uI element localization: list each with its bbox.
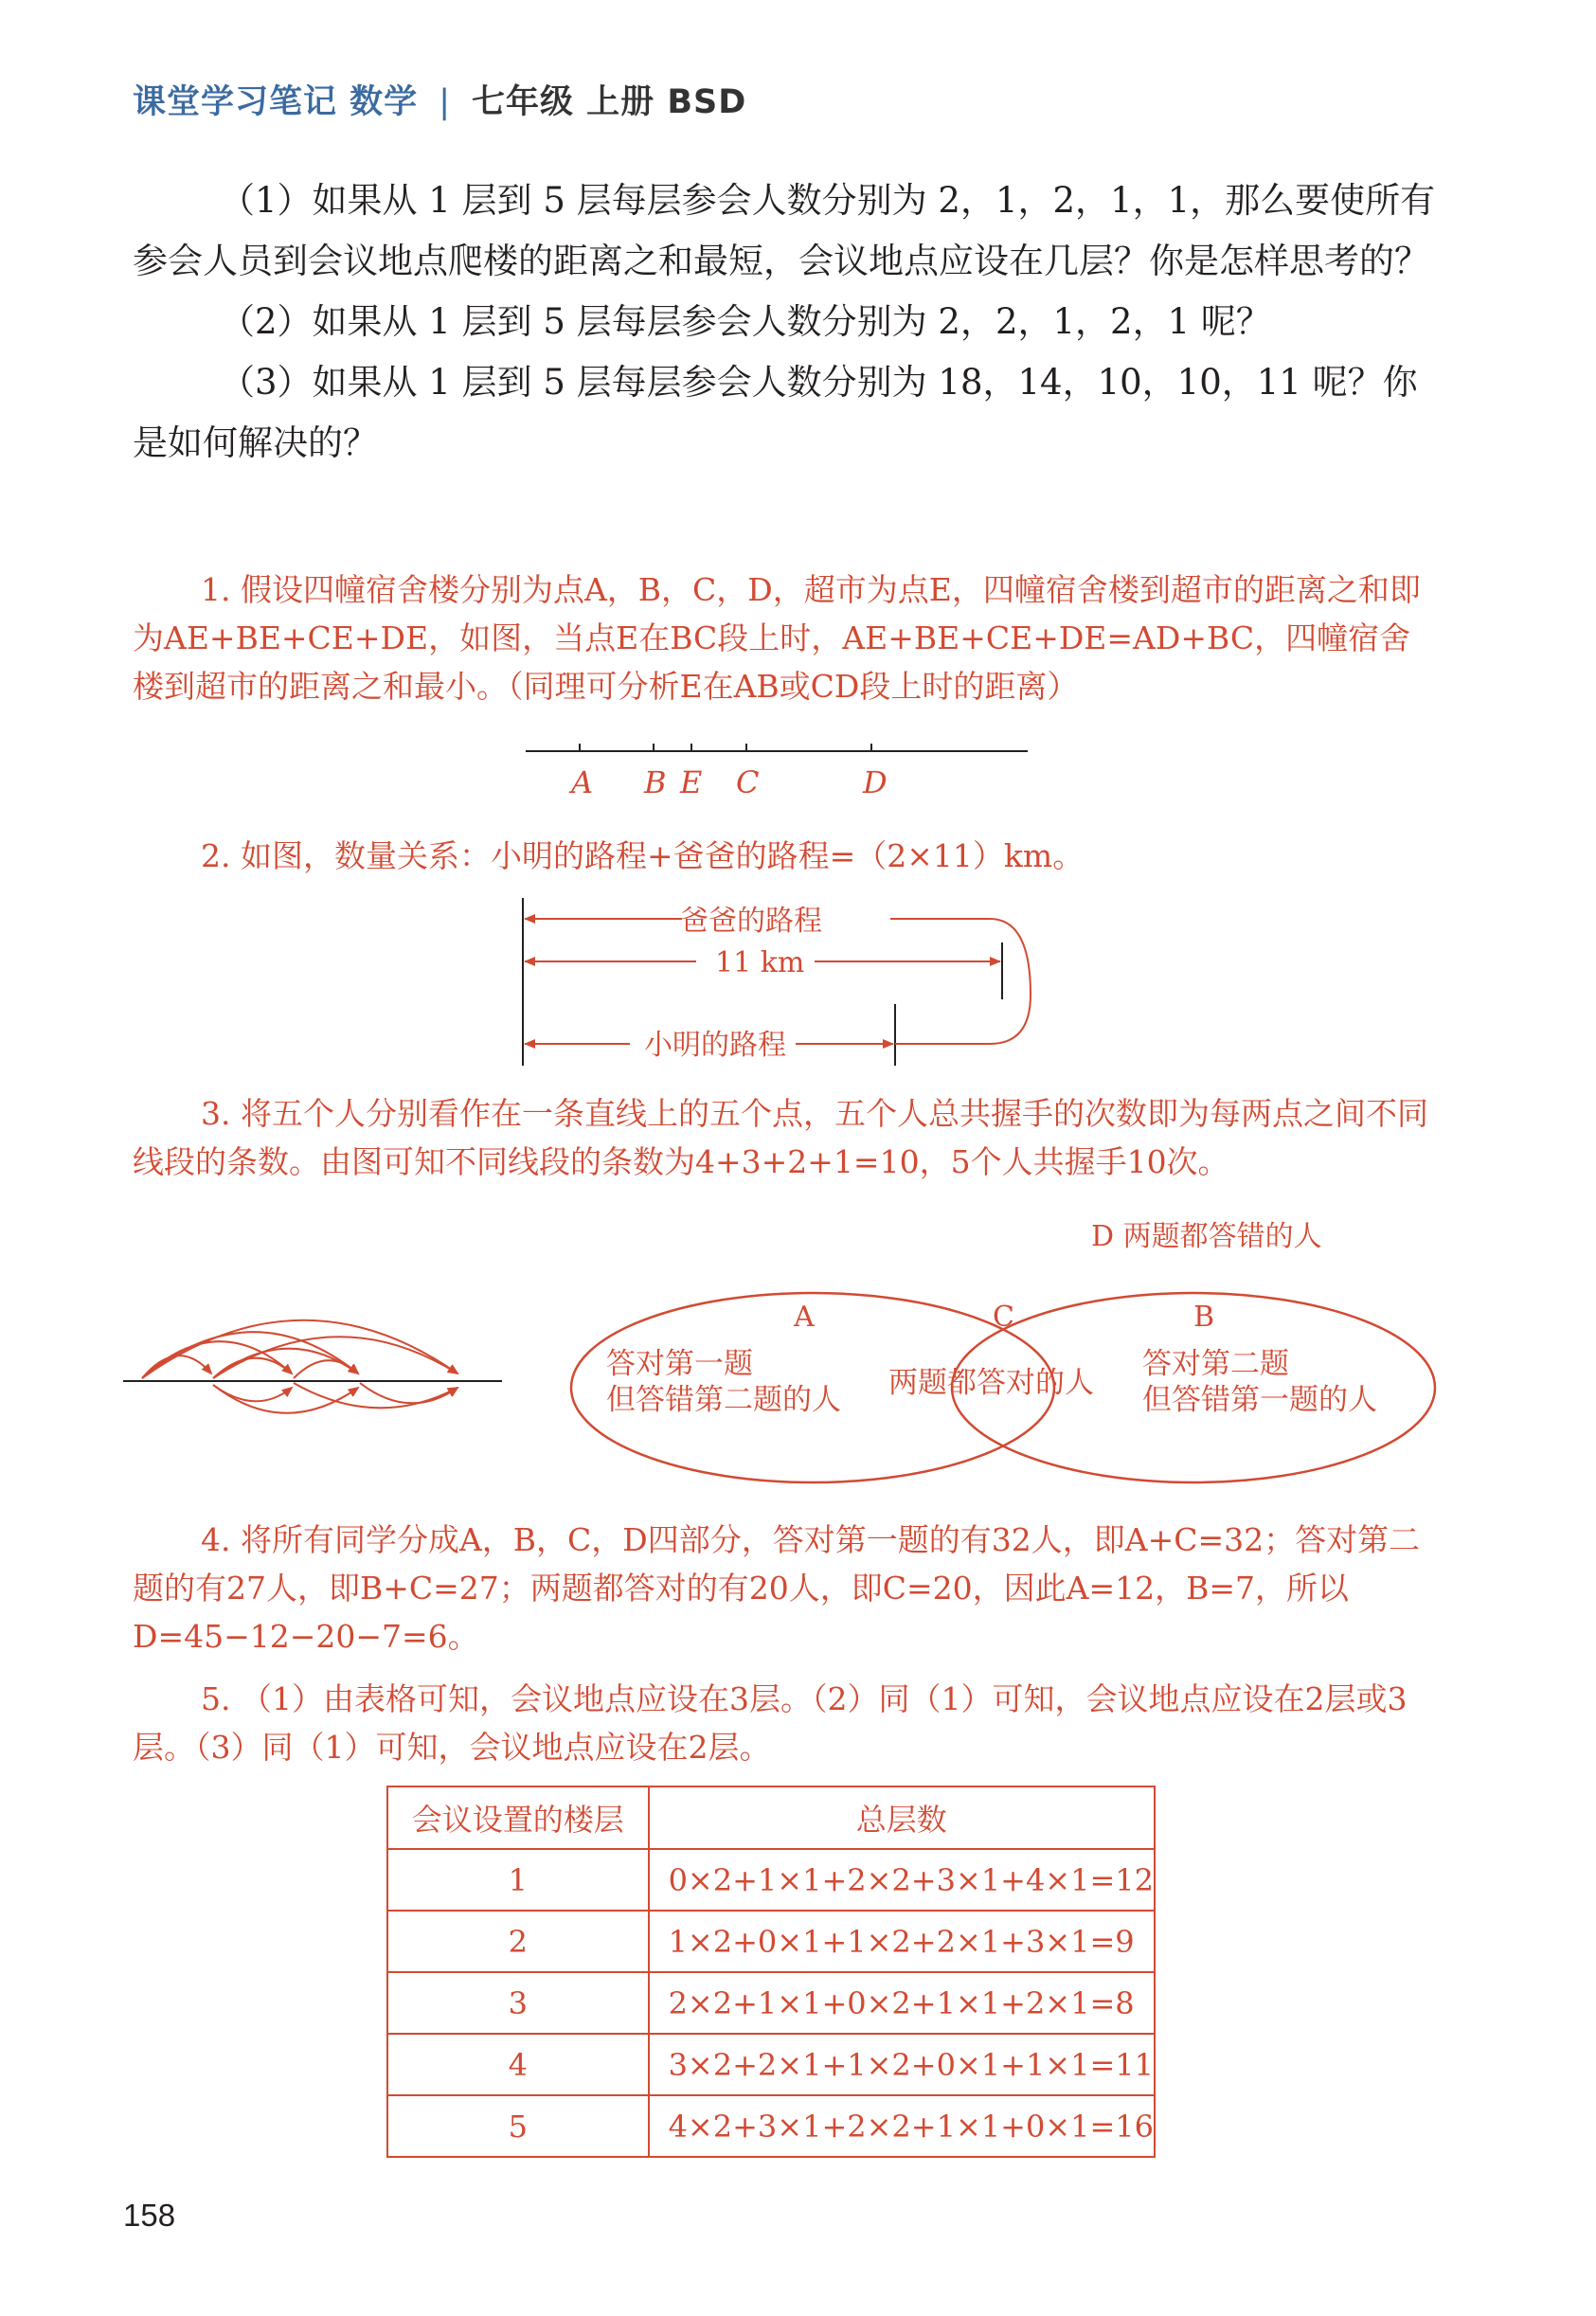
venn-diagram	[568, 1203, 1440, 1487]
table-row	[387, 1972, 1155, 2034]
table-row	[387, 1849, 1155, 1911]
table-cell-formula: 3×2+2×1+1×2+0×1+1×1=11	[649, 2034, 1155, 2095]
venn-a-text: 但答错第二题的人	[606, 1383, 841, 1417]
table-cell-formula: 1×2+0×1+1×2+2×1+3×1=9	[649, 1911, 1155, 1972]
table-cell-formula: 0×2+1×1+2×2+3×1+4×1=12	[649, 1849, 1155, 1911]
venn-d-label: D 两题都答错的人	[1091, 1220, 1322, 1253]
page-header	[133, 76, 746, 123]
table-header-row	[387, 1786, 1155, 1849]
dad-route-label: 爸爸的路程	[680, 905, 822, 938]
table-cell-floor: 5	[387, 2095, 649, 2157]
question-block	[133, 171, 1440, 474]
table-row	[387, 1911, 1155, 1972]
table-cell-floor: 1	[387, 1849, 649, 1911]
distance-label: 11 km	[715, 946, 805, 979]
floor-table	[386, 1786, 1156, 2158]
table-header-floor: 会议设置的楼层	[387, 1786, 649, 1849]
table-cell-floor: 2	[387, 1911, 649, 1972]
table-row	[387, 2034, 1155, 2095]
answer-1: 1. 假设四幢宿舍楼分别为点A，B，C，D，超市为点E，四幢宿舍楼到超市的距离之和即为AE+BE+CE+DE，如图，当点E在BC段上时，AE+BE+CE+DE=AD+BC，四幢宿舍楼到超市的距离之和最小。（同理可分析E在AB或CD段上时的距离）	[133, 571, 1421, 705]
venn-c-label: C	[993, 1301, 1014, 1334]
question-3: （3）如果从 1 层到 5 层每层参会人数分别为 18，14，10，10，11 呢？你是如何解决的？	[133, 362, 1418, 463]
ming-route-label: 小明的路程	[644, 1029, 786, 1062]
header-separator: |	[439, 83, 451, 121]
answer-2: 2. 如图，数量关系：小明的路程+爸爸的路程=（2×11）km。	[201, 837, 1085, 874]
venn-b-label: B	[1193, 1301, 1215, 1334]
point-label: B	[644, 764, 667, 800]
venn-a-label: A	[794, 1301, 815, 1334]
point-label: C	[736, 764, 760, 800]
page-number: 158	[123, 2198, 176, 2233]
header-title: 课堂学习笔记 数学	[133, 83, 419, 121]
answer-3: 3. 将五个人分别看作在一条直线上的五个点，五个人总共握手的次数即为每两点之间不同线段的条数。由图可知不同线段的条数为4+3+2+1=10，5个人共握手10次。	[133, 1095, 1428, 1180]
venn-b-text: 答对第二题	[1142, 1347, 1289, 1381]
handshake-figure	[123, 1298, 511, 1430]
table-cell-formula: 4×2+3×1+2×2+1×1+0×1=16	[649, 2095, 1155, 2157]
header-subtitle: 七年级 上册 BSD	[471, 83, 747, 121]
answer-4: 4. 将所有同学分成A，B，C，D四部分，答对第一题的有32人，即A+C=32；答对第二题的有27人，即B+C=27；两题都答对的有20人，即C=20，因此A=12，B=7，所以D=45−12−20−7=6。	[133, 1521, 1421, 1655]
table-cell-floor: 4	[387, 2034, 649, 2095]
point-label: A	[571, 764, 594, 800]
table-row	[387, 2095, 1155, 2157]
table-header-total: 总层数	[649, 1786, 1155, 1849]
question-1: （1）如果从 1 层到 5 层每层参会人数分别为 2，1，2，1，1，那么要使所有参会人员到会议地点爬楼的距离之和最短，会议地点应设在几层？你是怎样思考的？	[133, 180, 1436, 281]
venn-c-text: 两题都答对的人	[888, 1366, 1094, 1400]
table-cell-floor: 3	[387, 1972, 649, 2034]
table-cell-formula: 2×2+1×1+0×2+1×1+2×1=8	[649, 1972, 1155, 2034]
venn-b-text: 但答错第一题的人	[1142, 1383, 1377, 1417]
line-points-figure	[526, 734, 1037, 810]
route-figure	[511, 890, 1042, 1070]
point-label: E	[680, 764, 703, 800]
venn-a-text: 答对第一题	[606, 1347, 753, 1381]
answer-5: 5. （1）由表格可知，会议地点应设在3层。（2）同（1）可知，会议地点应设在2层或3层。（3）同（1）可知，会议地点应设在2层。	[133, 1680, 1408, 1766]
point-label: D	[863, 764, 888, 800]
question-2: （2）如果从 1 层到 5 层每层参会人数分别为 2，2，1，2，1 呢？	[220, 301, 1271, 342]
